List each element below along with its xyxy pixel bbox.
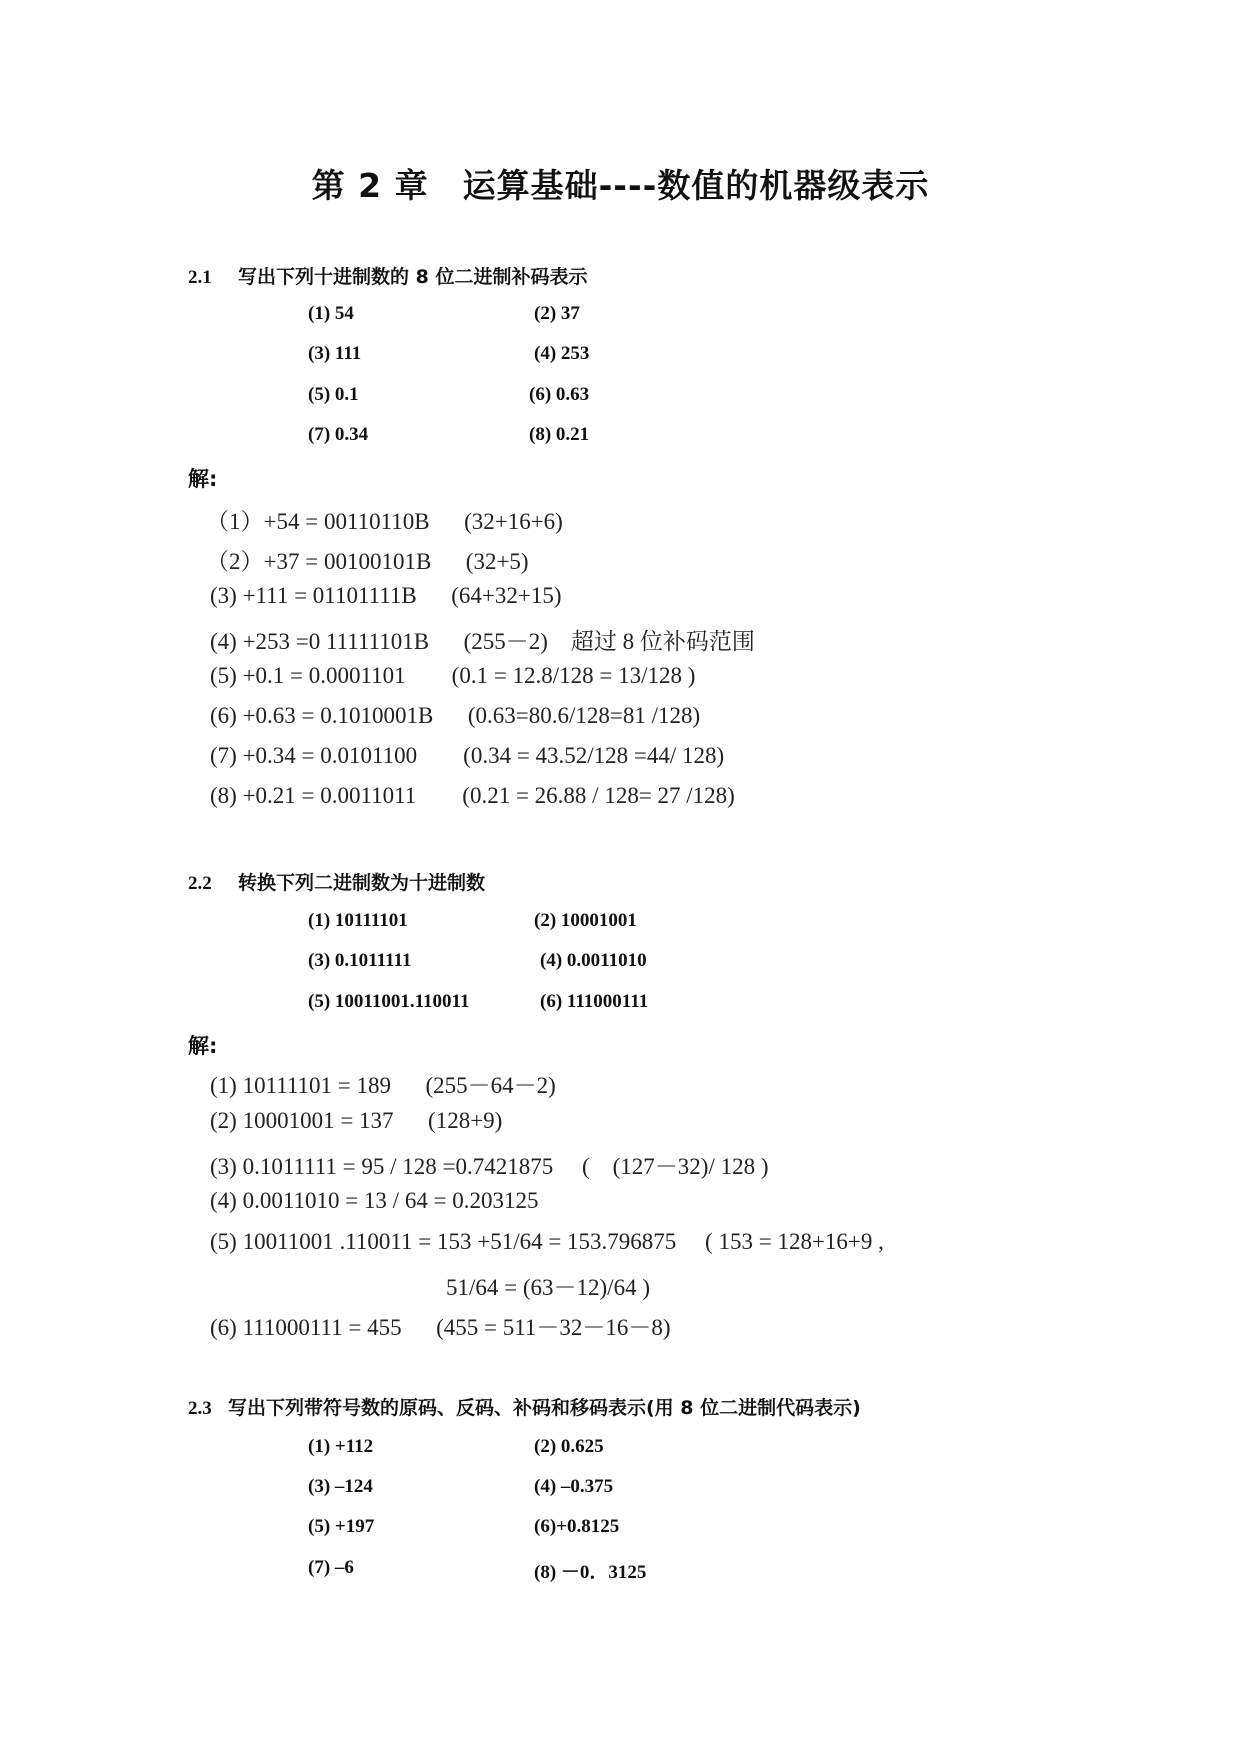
answer-line: (4) 0.0011010 = 13 / 64 = 0.203125 <box>210 1188 539 1213</box>
solution-label: 解: <box>188 1034 218 1058</box>
section-heading-text: 转换下列二进制数为十进制数 <box>238 872 486 894</box>
question-item: (4) 0.0011010 <box>540 950 647 971</box>
section-heading-2-2 <box>188 868 485 895</box>
section-number: 2.3 <box>188 1398 212 1419</box>
answer-line: (5) 10011001 .110011 = 153 +51/64 = 153.796875 ( 153 = 128+16+9 , <box>210 1229 884 1254</box>
section-number: 2.2 <box>188 873 212 894</box>
question-item: (6) 111000111 <box>540 991 649 1012</box>
question-row <box>308 1436 604 1458</box>
question-row <box>308 384 590 406</box>
answer-line: （2）+37 = 00100101B (32+5) <box>206 549 529 574</box>
question-item: (8) 0.21 <box>529 424 590 445</box>
question-item: (8) －0．3125 <box>534 1562 647 1583</box>
question-item: (7) 0.34 <box>308 424 369 445</box>
section-number: 2.1 <box>188 267 212 288</box>
question-item: (6) 0.63 <box>529 384 590 405</box>
section-heading-text: 写出下列带符号数的原码、反码、补码和移码表示(用 8 位二进制代码表示) <box>228 1397 861 1419</box>
question-item: (5) 10011001.110011 <box>308 991 470 1012</box>
answer-line: (3) +111 = 01101111B (64+32+15) <box>210 583 562 608</box>
section-heading-2-3 <box>188 1393 861 1420</box>
question-row <box>308 424 590 446</box>
question-row <box>308 950 647 972</box>
question-item: (2) 10001001 <box>534 910 637 931</box>
answer-line: 51/64 = (63－12)/64 ) <box>446 1275 650 1300</box>
question-item: (4) –0.375 <box>534 1476 614 1497</box>
answer-line: (5) +0.1 = 0.0001101 (0.1 = 12.8/128 = 13/128 ) <box>210 663 696 688</box>
question-item: (3) –124 <box>308 1476 373 1497</box>
question-row <box>308 1557 647 1583</box>
answer-line: (4) +253 =0 11111101B (255－2) 超过 8 位补码范围 <box>210 629 755 654</box>
answer-line: (6) 111000111 = 455 (455 = 511－32－16－8) <box>210 1315 671 1340</box>
question-row <box>308 910 637 932</box>
question-item: (2) 37 <box>534 303 580 324</box>
question-row <box>308 1476 614 1498</box>
chapter-title: 第 2 章 运算基础----数值的机器级表示 <box>311 166 930 205</box>
question-item: (3) 111 <box>308 343 362 364</box>
question-row <box>308 343 590 365</box>
question-item: (2) 0.625 <box>534 1436 604 1457</box>
question-item: (7) –6 <box>308 1557 354 1578</box>
question-item: (1) +112 <box>308 1436 374 1457</box>
question-item: (5) +197 <box>308 1516 375 1537</box>
answer-line: (8) +0.21 = 0.0011011 (0.21 = 26.88 / 128= 27 /128) <box>210 783 735 808</box>
answer-line: (7) +0.34 = 0.0101100 (0.34 = 43.52/128 =44/ 128) <box>210 743 725 768</box>
answer-line: (1) 10111101 = 189 (255－64－2) <box>210 1073 556 1098</box>
section-heading-text: 写出下列十进制数的 8 位二进制补码表示 <box>238 266 588 288</box>
question-row <box>308 303 580 325</box>
question-item: (1) 54 <box>308 303 354 324</box>
answer-line: （1）+54 = 00110110B (32+16+6) <box>206 509 563 534</box>
section-heading-2-1 <box>188 262 587 289</box>
solution-label: 解: <box>188 467 218 491</box>
question-item: (5) 0.1 <box>308 384 359 405</box>
question-item: (4) 253 <box>534 343 590 364</box>
answer-line: (2) 10001001 = 137 (128+9) <box>210 1108 503 1133</box>
question-item: (3) 0.1011111 <box>308 950 412 971</box>
answer-line: (6) +0.63 = 0.1010001B (0.63=80.6/128=81 /128) <box>210 703 701 728</box>
question-row <box>308 991 649 1013</box>
question-item: (1) 10111101 <box>308 910 408 931</box>
question-row <box>308 1516 620 1538</box>
question-item: (6)+0.8125 <box>534 1516 620 1537</box>
answer-line: (3) 0.1011111 = 95 / 128 =0.7421875 ( (127－32)/ 128 ) <box>210 1154 769 1179</box>
